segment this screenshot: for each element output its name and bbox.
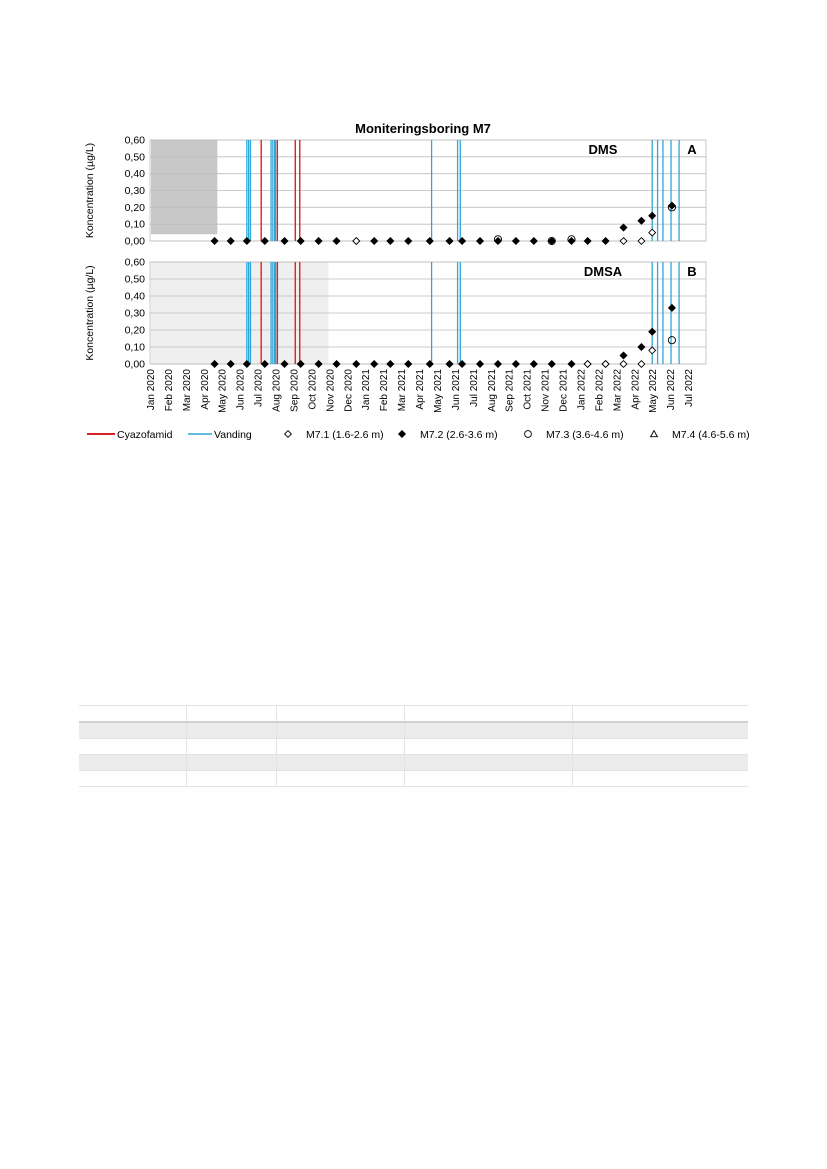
x-tick-label: Mar 2020 [181,369,193,412]
data-point [530,238,537,245]
table-cell [404,771,572,787]
data-point [446,361,453,368]
data-point [446,238,453,245]
x-tick-label: Nov 2021 [540,369,552,412]
x-tick-label: Feb 2022 [594,369,606,412]
data-point [353,238,360,245]
x-tick-label: Aug 2020 [271,369,283,412]
data-point [649,347,656,354]
x-tick-label: Dec 2020 [343,369,355,412]
data-point [548,361,555,368]
x-tick-label: Mar 2021 [397,369,409,412]
x-tick-label: May 2020 [217,369,229,413]
legend-label: M7.1 (1.6-2.6 m) [306,429,384,441]
table-cell [276,722,404,739]
y-tick-label: 0,10 [124,341,145,354]
x-tick-label: Sep 2021 [504,369,516,412]
data-point [638,238,645,245]
table-cell [404,722,572,739]
x-tick-label: Sep 2020 [289,369,301,412]
data-point [584,361,591,368]
data-point [353,361,360,368]
data-point [620,224,627,231]
table-row [79,755,748,771]
table-cell [404,706,572,723]
data-point [669,202,676,209]
x-tick-label: Oct 2020 [307,369,319,410]
data-point [333,361,340,368]
shaded-period [151,140,217,234]
panel-dmsa [84,257,706,371]
data-point [405,361,412,368]
x-tick-label: Jun 2020 [235,369,247,411]
data-table [79,705,748,787]
legend-label: Vanding [214,429,252,441]
table-cell [404,739,572,755]
data-point [315,238,322,245]
x-tick-label: Aug 2021 [486,369,498,412]
table-cell [572,706,748,723]
chart [0,0,827,480]
table-cell [572,722,748,739]
y-tick-label: 0,30 [124,185,145,197]
legend-swatch [285,431,292,438]
data-point [649,229,656,236]
y-tick-label: 0,40 [124,168,145,181]
data-point [261,238,268,245]
data-point [638,344,645,351]
data-point [602,361,609,368]
table-cell [276,755,404,771]
legend-label: M7.3 (3.6-4.6 m) [546,429,624,441]
data-point [281,238,288,245]
data-point [333,238,340,245]
x-tick-label: Oct 2021 [522,369,534,410]
table-cell [572,739,748,755]
data-point [297,238,304,245]
data-point [530,361,537,368]
legend-item [399,429,498,441]
data-point [620,361,627,368]
data-point [668,337,675,344]
table-cell [404,755,572,771]
x-tick-label: Dec 2021 [558,369,570,412]
y-axis-label: Koncentration (µg/L) [84,265,96,361]
panel-name: DMS [588,142,618,157]
x-tick-label: Apr 2020 [199,369,211,410]
x-tick-label: Jul 2021 [468,369,480,407]
y-tick-label: 0,50 [124,273,145,286]
data-point [371,361,378,368]
data-point [405,238,412,245]
data-point [512,238,519,245]
data-point [387,361,394,368]
data-point [638,217,645,224]
x-tick-label: May 2022 [648,369,660,413]
legend-item [525,429,624,441]
x-tick-label: Nov 2020 [325,369,337,412]
y-tick-label: 0,20 [124,201,145,214]
y-tick-label: 0,40 [124,290,145,303]
data-point [387,238,394,245]
data-point [568,361,575,368]
table-row [79,722,748,739]
x-tick-label: Apr 2022 [630,369,642,410]
legend-item [285,429,384,441]
x-tick-label: Mar 2022 [612,369,624,412]
table-cell [186,739,276,755]
table-cell [186,706,276,723]
data-point [620,352,627,359]
table-cell [79,771,186,787]
x-tick-label: Jun 2021 [450,369,462,411]
table-cell [186,722,276,739]
x-tick-label: Jan 2022 [576,369,588,411]
panel-letter: B [687,264,697,279]
data-point [495,238,502,245]
x-tick-label: Jul 2020 [253,369,265,407]
data-point [495,361,502,368]
table-cell [79,755,186,771]
chart-title: Moniteringsboring M7 [355,121,491,136]
table-cell [186,755,276,771]
data-point [620,238,627,245]
data-point [669,305,676,312]
x-tick-label: Jan 2021 [361,369,373,411]
data-point [638,361,645,368]
legend-item [651,429,750,441]
table-cell [572,755,748,771]
data-point [512,361,519,368]
data-point [211,238,218,245]
y-tick-label: 0,50 [124,151,145,164]
legend-swatch [399,431,406,438]
table-cell [276,739,404,755]
data-point [649,328,656,335]
data-point [584,238,591,245]
y-tick-label: 0,30 [124,307,145,320]
y-tick-label: 0,60 [124,256,145,269]
x-tick-label: Jan 2020 [146,369,157,411]
y-tick-label: 0,00 [124,235,145,248]
legend-item [188,429,252,441]
y-tick-label: 0,20 [124,324,145,337]
table-cell [79,722,186,739]
table-cell [276,706,404,723]
data-point [477,238,484,245]
panel-letter: A [687,142,697,157]
legend-swatch [651,431,658,437]
table-row [79,739,748,755]
table-cell [276,771,404,787]
legend-swatch [525,431,532,438]
legend [87,429,750,441]
x-tick-label: Apr 2021 [415,369,427,410]
x-tick-label: Jul 2022 [684,369,696,407]
legend-item [87,429,173,441]
table-row [79,771,748,787]
x-tick-label: Jun 2022 [666,369,678,411]
legend-label: Cyazofamid [117,429,173,441]
y-tick-label: 0,10 [124,218,145,231]
y-tick-label: 0,60 [124,134,145,147]
table-cell [79,706,186,723]
panel-name: DMSA [583,264,623,279]
table-cell [186,771,276,787]
data-point [602,238,609,245]
data-point [477,361,484,368]
data-point [649,212,656,219]
data-point [568,238,575,245]
x-tick-label: Feb 2020 [163,369,175,412]
table-cell [572,771,748,787]
y-tick-label: 0,00 [124,358,145,371]
x-tick-label: Feb 2021 [379,369,391,412]
table-cell [79,739,186,755]
legend-label: M7.4 (4.6-5.6 m) [672,429,750,441]
x-tick-label: May 2021 [432,369,444,413]
table-row [79,706,748,723]
x-axis [146,369,695,413]
data-point [371,238,378,245]
data-point [227,238,234,245]
y-axis-label: Koncentration (µg/L) [84,142,96,239]
panel-dms [84,135,706,248]
legend-label: M7.2 (2.6-3.6 m) [420,429,498,441]
